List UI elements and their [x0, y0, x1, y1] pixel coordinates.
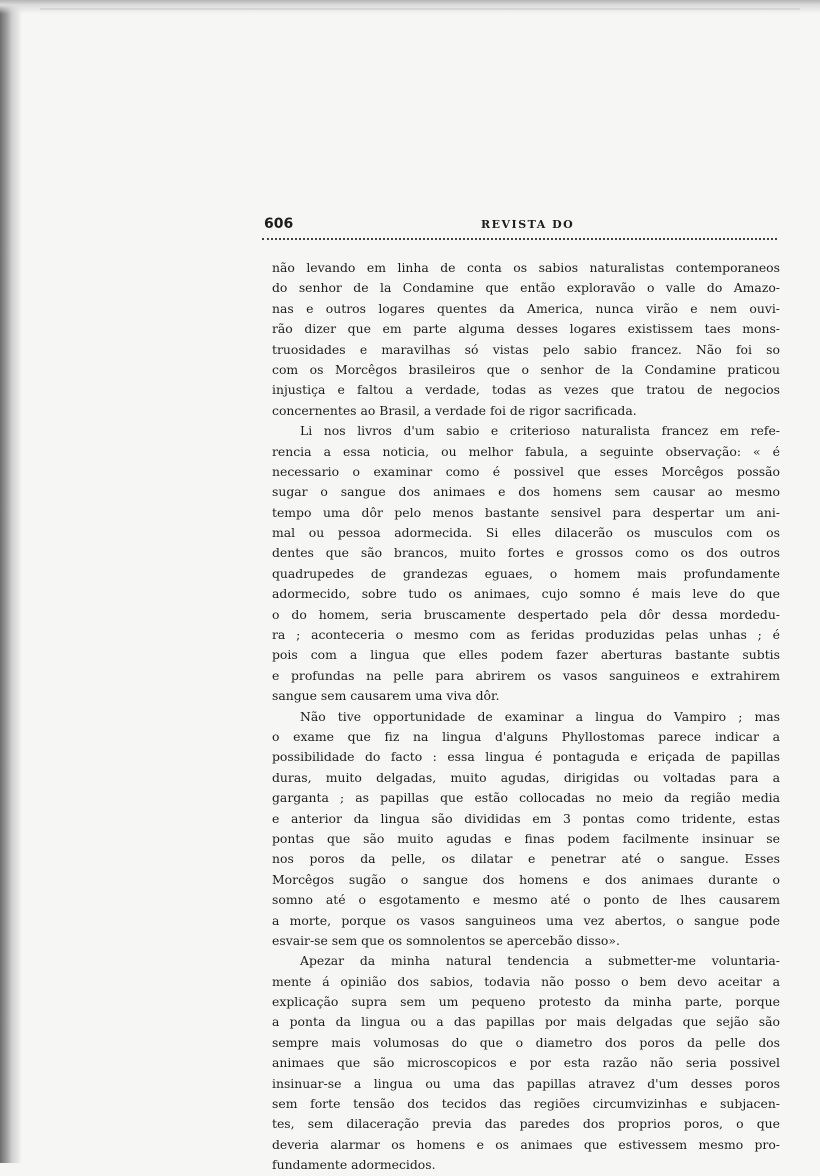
paragraph-3-line: possibilidade do facto : essa lingua é pontaguda e eriçada de papillas [272, 749, 780, 765]
paragraph-3-line: Não tive opportunidade de examinar a lingua do Vampiro ; mas [300, 708, 780, 724]
paragraph-4-line: a ponta da lingua ou a das papillas por mais delgadas que sejão são [272, 1014, 780, 1030]
paragraph-3-line: a morte, porque os vasos sanguineos uma vez abertos, o sangue pode [272, 912, 780, 928]
paragraph-3-line: duras, muito delgadas, muito agudas, dirigidas ou voltadas para a [272, 769, 780, 785]
paragraph-1-line: rão dizer que em parte alguma desses logares existissem taes mons- [272, 321, 780, 337]
paragraph-2-line: e profundas na pelle para abrirem os vasos sanguineos e extrahirem [272, 667, 780, 683]
paragraph-2-line: dentes que são brancos, muito fortes e grossos como os dos outros [272, 545, 780, 561]
paragraph-4-line: explicação supra sem um pequeno protesto da minha parte, porque [272, 994, 780, 1010]
paragraph-1-line: com os Morcêgos brasileiros que o senhor de la Condamine praticou [272, 361, 780, 377]
paragraph-2-line: sugar o sangue dos animaes e dos homens sem causar ao mesmo [272, 484, 780, 500]
paragraph-2-line: sangue sem causarem uma viva dôr. [272, 688, 500, 704]
paragraph-2-line: ra ; aconteceria o mesmo com as feridas produzidas pelas unhas ; é [272, 627, 780, 643]
paragraph-1-line: do senhor de la Condamine que então exploravão o valle do Amazo- [272, 280, 780, 296]
paragraph-4-line: Apezar da minha natural tendencia a submetter-me voluntaria- [300, 953, 780, 969]
paragraph-4-line: sempre mais volumosas do que o diametro dos poros da pelle dos [272, 1034, 780, 1050]
paragraph-3-line: pontas que são muito agudas e finas podem facilmente insinuar se [272, 830, 780, 846]
paragraph-1-line: não levando em linha de conta os sabios naturalistas contemporaneos [272, 260, 780, 275]
paragraph-3-line: Morcêgos sugão o sangue dos homens e dos animaes durante o [272, 871, 780, 887]
paragraph-2-line: o do homem, seria bruscamente despertado pela dôr dessa mordedu- [272, 606, 780, 622]
body-text [272, 258, 780, 1176]
paragraph-1-line: injustiça e faltou a verdade, todas as vezes que tratou de negocios [272, 382, 780, 398]
paragraph-3-line: esvair-se sem que os somnolentos se apercebão disso». [272, 932, 620, 948]
paragraph-3-line: somno até o esgotamento e mesmo até o ponto de lhes causarem [272, 892, 780, 908]
running-header [264, 216, 779, 236]
running-title: REVISTA DO [481, 218, 575, 231]
paragraph-3-line: o exame que fiz na lingua d'alguns Phyllostomas parece indicar a [272, 728, 780, 744]
scan-left-edge-shadow [0, 0, 22, 1163]
paragraph-1-line: concernentes ao Brasil, a verdade foi de rigor sacrificada. [272, 402, 637, 418]
paragraph-4-line: deveria alarmar os homens e os animaes que estivessem mesmo pro- [272, 1136, 780, 1152]
paragraph-4-line: insinuar-se a lingua ou uma das papillas atravez d'um desses poros [272, 1075, 780, 1091]
paragraph-2-line: Li nos livros d'um sabio e criterioso naturalista francez em refe- [300, 423, 780, 439]
paragraph-2-line: tempo uma dôr pelo menos bastante sensivel para despertar um ani- [272, 504, 780, 520]
paragraph-3-line: garganta ; as papillas que estão collocadas no meio da região media [272, 790, 780, 806]
page-number: 606 [264, 216, 294, 232]
paragraph-1-line: truosidades e maravilhas só vistas pelo sabio francez. Não foi so [272, 341, 780, 357]
paragraph-2-line: necessario o examinar como é possivel que esses Morcêgos possão [272, 463, 780, 479]
paragraph-4-line: animaes que são microscopicos e por esta razão não seria possivel [272, 1055, 780, 1071]
paragraph-1-line: nas e outros logares quentes da America, nunca virão e nem ouvi- [272, 300, 780, 316]
paragraph-2-line: pois com a lingua que elles podem fazer aberturas bastante subtis [272, 647, 780, 663]
paragraph-3-line: nos poros da pelle, os dilatar e penetrar até o sangue. Esses [272, 851, 780, 867]
paragraph-2-line: quadrupedes de grandezas eguaes, o homem mais profundamente [272, 565, 780, 581]
scan-top-streak [40, 8, 800, 10]
paragraph-4-line: sem forte tensão dos tecidos das regiões circumvizinhas e subjacen- [272, 1096, 780, 1112]
paragraph-4-line: mente á opinião dos sabios, todavia não posso o bem devo aceitar a [272, 973, 780, 989]
paragraph-2-line: adormecido, sobre tudo os animaes, cujo somno é mais leve do que [272, 586, 780, 602]
paragraph-4-line: fundamente adormecidos. [272, 1157, 436, 1173]
paragraph-4-line: tes, sem dilaceração previa das paredes dos proprios poros, o que [272, 1116, 780, 1132]
paragraph-2-line: rencia a essa noticia, ou melhor fabula, a seguinte observação: « é [272, 443, 780, 459]
header-rule [262, 238, 777, 240]
scan-top-edge-shadow [0, 0, 820, 14]
paragraph-3-line: e anterior da lingua são divididas em 3 pontas como tridente, estas [272, 810, 780, 826]
paragraph-2-line: mal ou pessoa adormecida. Si elles dilacerão os musculos com os [272, 525, 780, 541]
